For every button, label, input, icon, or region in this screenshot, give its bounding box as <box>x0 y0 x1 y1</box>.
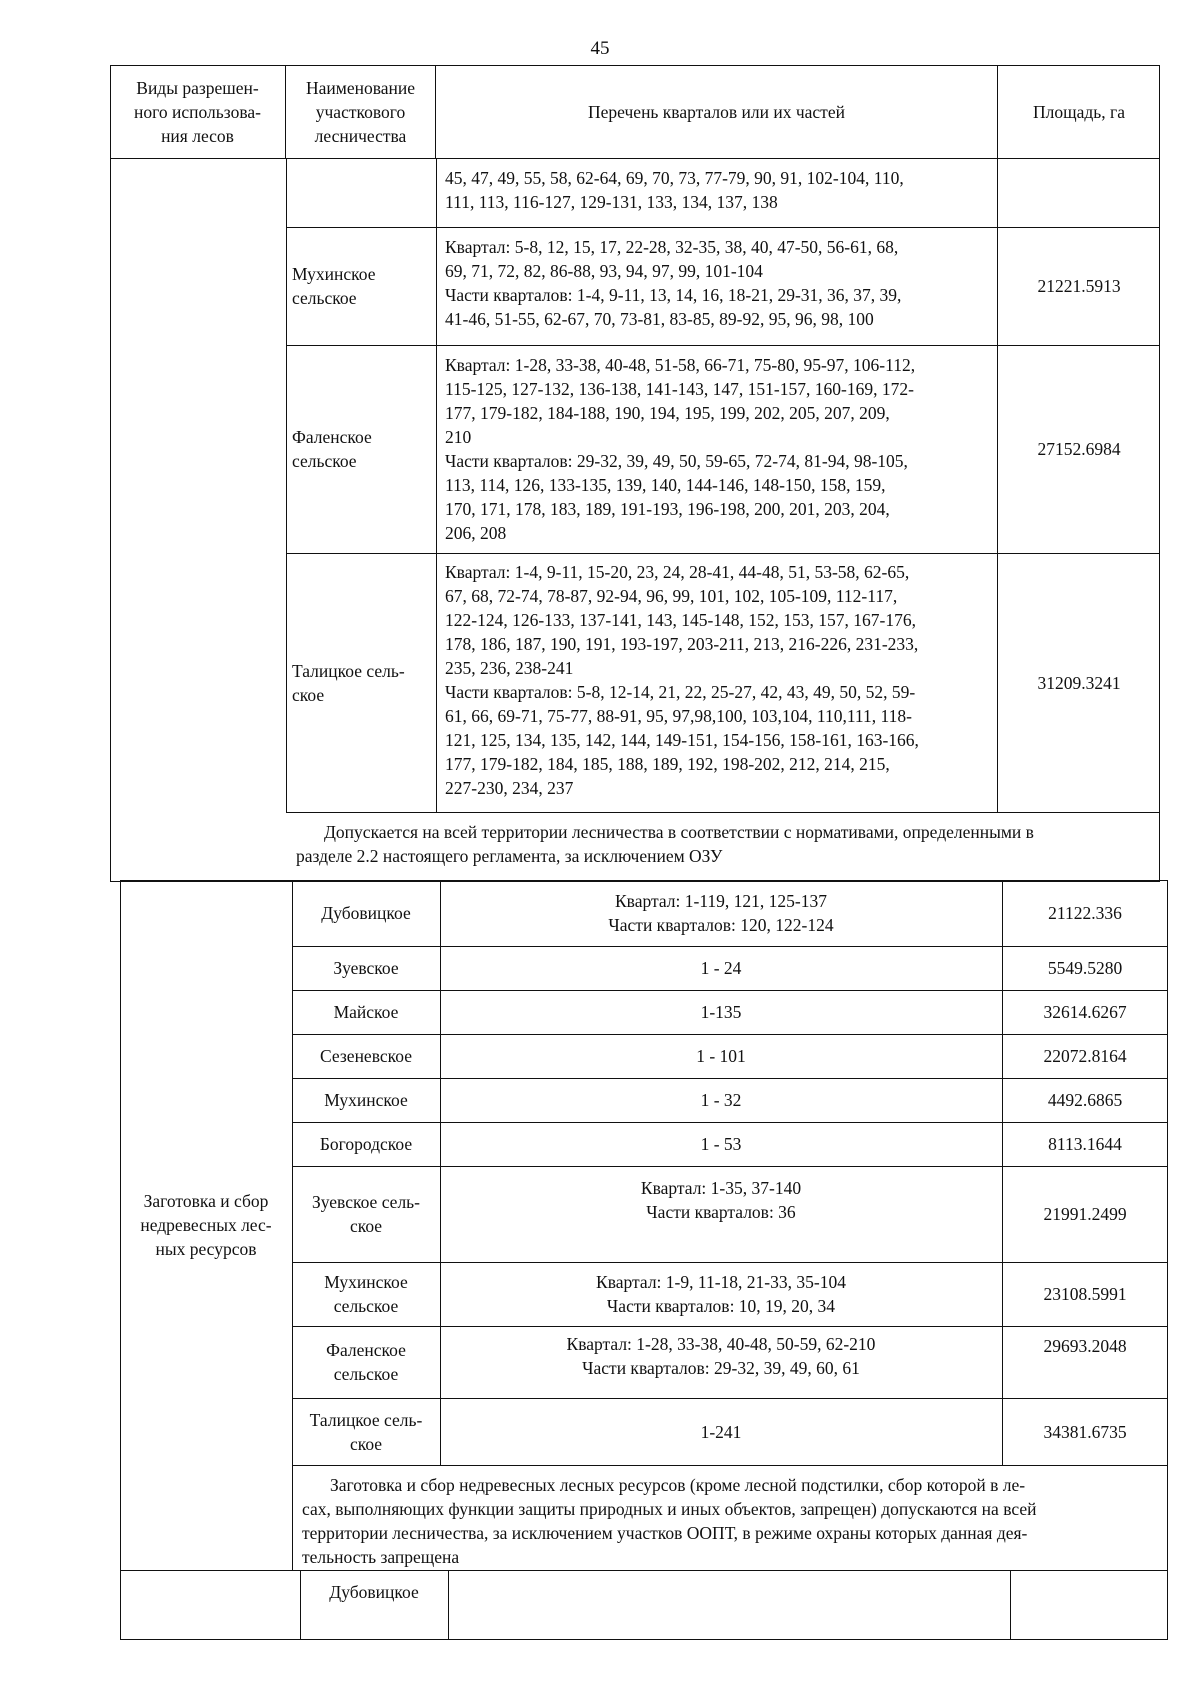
forestry-name: Мухинское <box>324 1090 408 1110</box>
quarters-list: 45, 47, 49, 55, 58, 62-64, 69, 70, 73, 77-79, 90, 91, 102-104, 110, 111, 113, 116-127, 129-131, 133, 134, 137, 138 <box>436 159 998 227</box>
forestry-name: Майское <box>333 1002 399 1022</box>
quarters-list: Квартал: 1-119, 121, 125-137 Части кварталов: 120, 122-124 <box>608 891 834 935</box>
forestry-name: Дубовицкое <box>329 1582 419 1602</box>
header-usage-type: Виды разрешен- ного использова- ния лесов <box>110 65 286 159</box>
section-note: Заготовка и сбор недревесных лесных ресурсов (кроме лесной подстилки, сбор которой в ле- сах, выполняющих функции защиты природных и иных объектов, запрещен) допускаются на всей территории лесничества, за исключением участков ООПТ, в режиме охраны которых данная дея- тельность запрещена <box>302 1475 1037 1567</box>
area-value: 23108.5991 <box>1043 1284 1127 1304</box>
header-area: Площадь, га <box>998 65 1160 159</box>
quarters-list: 1 - 53 <box>700 1134 742 1154</box>
area-value: 32614.6267 <box>1043 1002 1127 1022</box>
quarters-list: 1 - 32 <box>700 1090 742 1110</box>
quarters-list: Квартал: 5-8, 12, 15, 17, 22-28, 32-35, 38, 40, 47-50, 56-61, 68, 69, 71, 72, 82, 86-88, 93, 94, 97, 99, 101-104 Части кварталов: 1-4, 9-11, 13, 14, 16, 18-21, 29-31, 36, 37, 39, 41-46, 51-55, 62-67, 70, 73-81, 83-85, 89-92, 95, 96, 98, 100 <box>436 227 998 345</box>
forestry-name: Богородское <box>319 1134 413 1154</box>
area-value: 5549.5280 <box>1047 958 1123 978</box>
row-divider <box>292 1465 1168 1466</box>
quarters-list: Квартал: 1-4, 9-11, 15-20, 23, 24, 28-41, 44-48, 51, 53-58, 62-65, 67, 68, 72-74, 78-87, 92-94, 96, 99, 101, 102, 105-109, 112-117, 122-124, 126-133, 137-141, 143, 145-148, 152, 153, 157, 167-176, 178, 186, 187, 190, 191, 193-197, 203-211, 213, 216-226, 231-233, 235, 236, 238-241 Части кварталов: 5-8, 12-14, 21, 22, 25-27, 42, 43, 49, 50, 52, 59- 61, 66, 69-71, 75-77, 88-91, 95, 97,98,100, 103,104, 110,111, 118- 121, 125, 134, 135, 142, 144, 149-151, 154-156, 158-161, 163-166, 177, 179-182, 184, 185, 188, 189, 192, 198-202, 212, 214, 215, 227-230, 234, 237 <box>436 553 998 812</box>
area-value: 34381.6735 <box>1043 1421 1127 1442</box>
forestry-name: Дубовицкое <box>321 903 411 923</box>
forestry-name: Фаленское сельское <box>326 1340 406 1384</box>
section-note: Допускается на всей территории лесничества в соответствии с нормативами, определенными в разделе 2.2 настоящего регламента, за исключением ОЗУ <box>296 822 1034 866</box>
area-value: 27152.6984 <box>1037 439 1121 459</box>
forestry-name: Талицкое сель- ское <box>292 660 405 705</box>
forestry-name: Зуевское <box>333 958 399 978</box>
quarters-list: 1 - 24 <box>700 958 742 978</box>
quarters-list: Квартал: 1-35, 37-140 Части кварталов: 36 <box>640 1178 802 1222</box>
area-value: 21991.2499 <box>1043 1204 1127 1224</box>
area-value: 22072.8164 <box>1043 1046 1127 1066</box>
area-value: 31209.3241 <box>1037 672 1121 693</box>
usage-type: Заготовка и сбор недревесных лес- ных ресурсов <box>140 1191 272 1259</box>
area-value <box>998 159 1160 227</box>
forestry-rows <box>292 880 1168 1570</box>
divider <box>1010 1570 1011 1640</box>
row-divider <box>286 812 1160 813</box>
area-value: 29693.2048 <box>1043 1336 1127 1356</box>
forestry-name: Мухинское сельское <box>324 1272 408 1316</box>
header-forestry-name: Наименование участкового лесничества <box>286 65 436 159</box>
quarters-list: Квартал: 1-28, 33-38, 40-48, 50-59, 62-210 Части кварталов: 29-32, 39, 49, 60, 61 <box>566 1334 876 1378</box>
forestry-name: Мухинское сельское <box>292 264 376 308</box>
quarters-list: Квартал: 1-9, 11-18, 21-33, 35-104 Части кварталов: 10, 19, 20, 34 <box>596 1272 846 1316</box>
area-value: 21122.336 <box>1048 903 1122 923</box>
area-value: 4492.6865 <box>1047 1090 1123 1110</box>
forestry-name: Талицкое сель- ское <box>309 1409 423 1454</box>
area-value: 8113.1644 <box>1048 1134 1122 1154</box>
quarters-list: 1-135 <box>700 1002 742 1022</box>
forestry-name: Зуевское сель- ское <box>312 1192 420 1236</box>
quarters-list: 1 - 101 <box>696 1046 746 1066</box>
page-number: 45 <box>590 38 610 59</box>
quarters-list: Квартал: 1-28, 33-38, 40-48, 51-58, 66-71, 75-80, 95-97, 106-112, 115-125, 127-132, 136-138, 141-143, 147, 151-157, 160-169, 172- 177, 179-182, 184-188, 190, 194, 195, 199, 202, 205, 207, 209, 210 Части кварталов: 29-32, 39, 49, 50, 59-65, 72-74, 81-94, 98-105, 113, 114, 126, 133-135, 139, 140, 144-146, 148-150, 158, 159, 170, 171, 178, 183, 189, 191-193, 196-198, 200, 201, 203, 204, 206, 208 <box>436 345 998 553</box>
quarters-list: 1-241 <box>700 1421 742 1442</box>
forestry-name <box>286 159 436 227</box>
divider <box>448 1570 449 1640</box>
forestry-name: Сезеневское <box>320 1046 412 1066</box>
header-quarters-list: Перечень кварталов или их частей <box>436 65 998 159</box>
forestry-name: Фаленское сельское <box>292 427 372 471</box>
area-value: 21221.5913 <box>1037 276 1121 296</box>
